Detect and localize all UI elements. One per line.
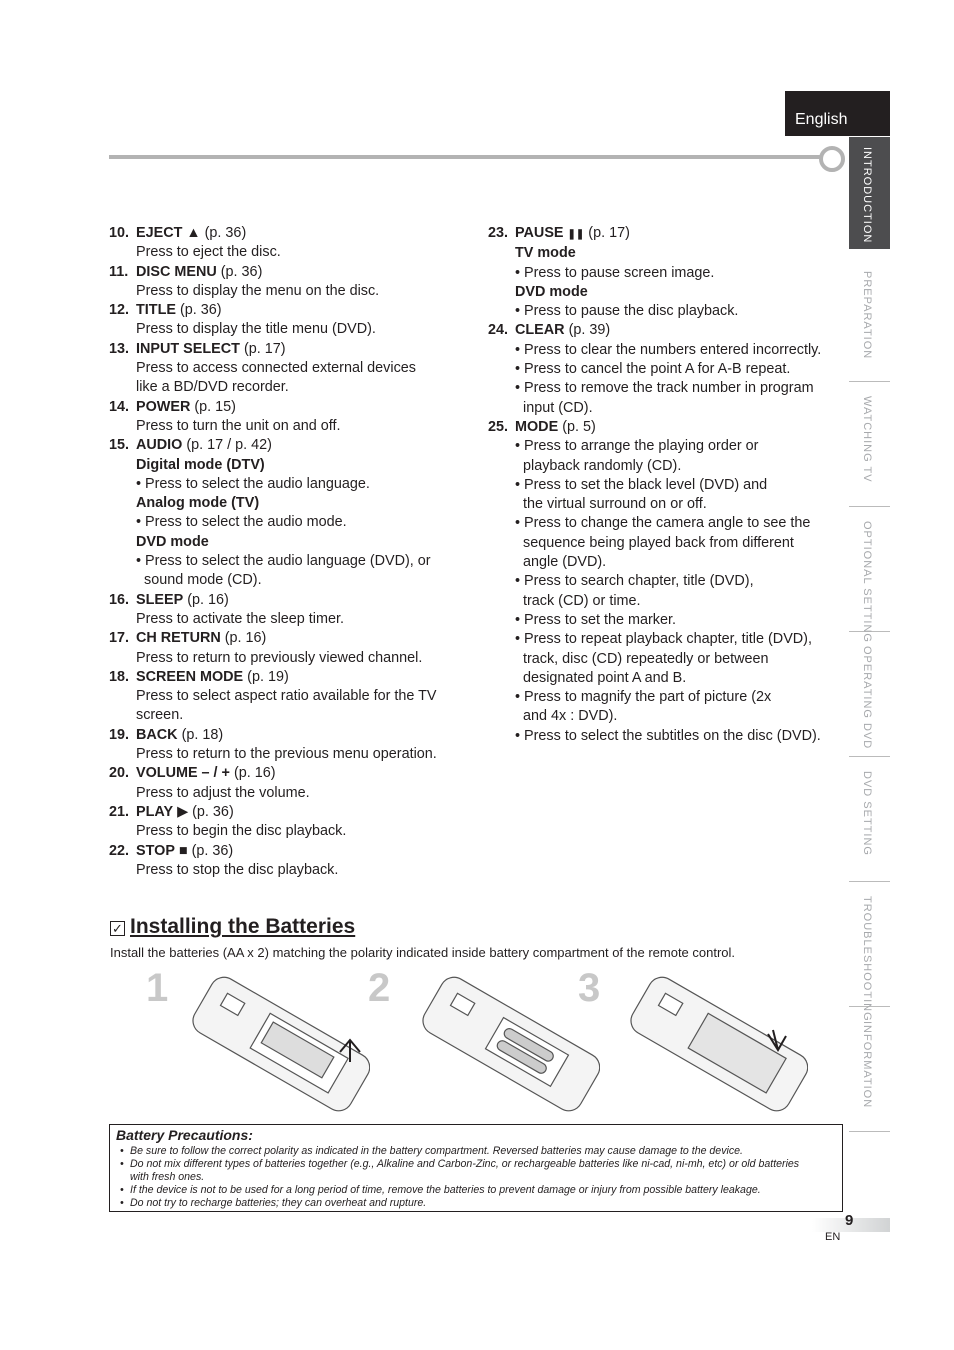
- item-clear: 24. CLEAR (p. 39) • Press to clear the numbers entered incorrectly. • Press to cancel the point A for A-B repeat. • Press to remove the track number in program input (CD).: [488, 322, 822, 416]
- item-power: 14. POWER (p. 15) Press to turn the unit on and off.: [109, 398, 341, 434]
- item-disc-menu: 11. DISC MENU (p. 36) Press to display the menu on the disc.: [109, 263, 380, 299]
- page-language: EN: [825, 1231, 841, 1243]
- tab-optional-setting[interactable]: OPTIONAL SETTING: [849, 511, 890, 632]
- page-number: 9: [845, 1212, 854, 1229]
- tab-dvd-setting[interactable]: DVD SETTING: [849, 761, 890, 882]
- batteries-intro: Install the batteries (AA x 2) matching the polarity indicated inside battery compartment of the remote control.: [110, 945, 736, 960]
- header-rule: [109, 155, 821, 159]
- tab-operating-dvd[interactable]: OPERATING DVD: [849, 636, 890, 757]
- item-audio: 15. AUDIO (p. 17 / p. 42) Digital mode (DTV) • Press to select the audio language. Analog mode (TV) • Press to select the audio mode. DVD mode • Press to select the audio language (DVD), or sound mode (CD).: [109, 437, 431, 589]
- list-item: • Do not mix different types of batteries together (e.g., Alkaline and Carbon-Zinc, or rechargeable batteries like ni-cad, ni-mh, etc) or old batteries with fresh ones.: [130, 1158, 810, 1184]
- item-screen-mode: 18. SCREEN MODE (p. 19) Press to select aspect ratio available for the TV screen.: [109, 668, 437, 724]
- stop-icon: ■: [178, 842, 188, 859]
- item-back: 19. BACK (p. 18) Press to return to the previous menu operation.: [109, 726, 437, 763]
- play-icon: ▶: [177, 803, 189, 820]
- item-pause: 23. PAUSE ❚❚ (p. 17) TV mode • Press to pause screen image. DVD mode • Press to pause the disc playback.: [488, 225, 739, 320]
- left-column: [109, 224, 469, 880]
- item-eject: 10. EJECT ▲ (p. 36) Press to eject the disc.: [109, 225, 281, 261]
- eject-icon: ▲: [186, 225, 201, 241]
- remote-step3-illustration: [618, 970, 808, 1120]
- remote-step2-illustration: [410, 970, 600, 1120]
- tab-information[interactable]: INFORMATION: [849, 1011, 890, 1132]
- language-tab: English: [785, 91, 890, 136]
- header-rule-circle: [819, 146, 845, 172]
- tab-troubleshooting[interactable]: TROUBLESHOOTING: [849, 886, 890, 1007]
- tab-watching-tv[interactable]: WATCHING TV: [849, 386, 890, 507]
- step-number-1: 1: [146, 966, 169, 1010]
- item-mode: 25. MODE (p. 5) • Press to arrange the playing order or playback randomly (CD). • Press to set the black level (DVD) and the virtual surround on or off. • Press to change the camera angle to see the sequence being played back from different angle (DVD). • Press to search chapter, title (DVD), track (CD) or time. • Press to set the marker. • Press to repeat playback chapter, title (DVD), track, disc (CD) repeatedly or between designated point A and B. • Press to magnify the part of picture (2x and 4x : DVD). • Press to select the subtitles on the disc (DVD).: [488, 418, 821, 744]
- remote-step1-illustration: [180, 970, 370, 1120]
- item-title: 12. TITLE (p. 36) Press to display the title menu (DVD).: [109, 302, 376, 338]
- list-item: • If the device is not to be used for a long period of time, remove the batteries to prevent damage or injury from possible battery leakage.: [130, 1184, 836, 1197]
- battery-precautions-box: Battery Precautions: • Be sure to follow the correct polarity as indicated in the battery compartment. Reversed batteries may cause damage to the device. • Do not mix different types of batteries together (e.g., Alkaline and Carbon-Zinc, or rechargeable batteries like ni-cad, ni-mh, etc) or old batteries with fresh ones. • If the device is not to be used for a long period of time, remove the batteries to prevent damage or injury from possible battery leakage. • Do not try to recharge batteries; they can overheat and rupture.: [109, 1124, 843, 1212]
- checkbox-icon: ✓: [110, 921, 125, 936]
- right-column: [488, 224, 838, 746]
- list-item: • Do not try to recharge batteries; they can overheat and rupture.: [130, 1197, 836, 1210]
- tab-preparation[interactable]: PREPARATION: [849, 261, 890, 382]
- item-stop: 22. STOP ■ (p. 36) Press to stop the disc playback.: [109, 842, 339, 878]
- item-ch-return: 17. CH RETURN (p. 16) Press to return to previously viewed channel.: [109, 630, 423, 666]
- pause-icon: ❚❚: [567, 229, 585, 240]
- batteries-heading: ✓ Installing the Batteries: [110, 915, 355, 939]
- item-play: 21. PLAY ▶ (p. 36) Press to begin the disc playback.: [109, 803, 347, 840]
- step-number-3: 3: [578, 966, 601, 1010]
- step-number-2: 2: [368, 966, 391, 1010]
- tab-introduction[interactable]: INTRODUCTION: [849, 137, 890, 249]
- precautions-list: [116, 1145, 836, 1210]
- section-tabs: [849, 137, 890, 1136]
- list-item: • Be sure to follow the correct polarity as indicated in the battery compartment. Reversed batteries may cause damage to the device.: [130, 1145, 836, 1158]
- item-volume: 20. VOLUME – / + (p. 16) Press to adjust the volume.: [109, 765, 310, 801]
- item-sleep: 16. SLEEP (p. 16) Press to activate the sleep timer.: [109, 591, 344, 627]
- item-input-select: 13. INPUT SELECT (p. 17) Press to access connected external devices like a BD/DVD recorder.: [109, 340, 416, 396]
